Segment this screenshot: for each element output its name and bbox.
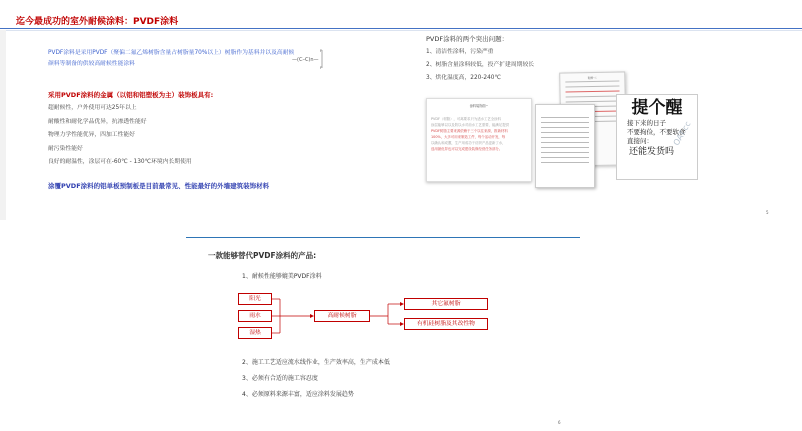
svg-text:F: F (320, 66, 323, 70)
problems-heading: PVDF涂料的两个突出问题： (426, 35, 509, 43)
formula-icon (290, 48, 340, 70)
factor-box: 湿热 (238, 327, 272, 339)
phone-line: 选用最优异也可以完成建设装修经营任务部分。 (431, 147, 503, 151)
phone-screenshot (426, 98, 532, 182)
feature-item: 良好的耐温性，涂层可在-60℃ - 130℃环境内长期使用 (48, 159, 192, 165)
slide-title: 迄今最成功的室外耐候涂料：PVDF涂料 (16, 17, 179, 27)
requirement-item: 2、施工工艺适应流水线作业，生产效率高，生产成本低 (242, 359, 390, 366)
phone-line: 100%，大多可用来制造工件，每个活动开发，每 (431, 135, 506, 139)
formula-label: —(C–C)n— (292, 57, 319, 63)
left-edge-strip (0, 30, 6, 220)
svg-text:F: F (320, 49, 323, 53)
slide2-divider (186, 237, 580, 238)
reminder-line: 不要拘俭，不要软食 (627, 128, 686, 136)
problem-item: 2、树脂含量涂料较低，投产扩建周期较长 (426, 62, 535, 68)
page-number: 5 (766, 210, 769, 215)
phone-line: PVDF树脂主要来源依赖于三个以往来源，推新材料 (431, 129, 508, 133)
document-header: 附件二 (587, 75, 597, 81)
option-box: 有机硅树脂及其改性物 (404, 318, 488, 330)
requirement-item: 1、耐候性能够媲美PVDF涂料 (242, 273, 322, 280)
reminder-bottom: 还能发货吗 (629, 147, 675, 157)
conclusion-text: 涂覆PVDF涂料的铝单板预制板是目前最常见、性能最好的外墙建筑装饰材料 (48, 182, 270, 190)
factor-box: 阳光 (238, 293, 272, 305)
problem-item: 3、烘化温度高，220-240℃ (426, 75, 501, 81)
page-number: 6 (558, 420, 561, 425)
requirement-item: 4、必须原料来源丰富，适应涂料发展趋势 (242, 391, 354, 398)
pvdf-intro-text: PVDF涂料是采用PVDF（聚偏二氟乙烯树脂含量占树脂量70%以上）树脂作为基料并以及高耐候颜料等制备的供较高耐候性能涂料 (48, 50, 295, 67)
factor-box: 雨水 (238, 310, 272, 322)
feature-item: 物理力学性能优异，四加工性能好 (48, 132, 135, 138)
reminder-line: 接下来的日子 (627, 119, 666, 127)
slide2-title: 一款能够替代PVDF涂料的产品: (208, 251, 317, 260)
pvdf-structure-formula (290, 48, 340, 70)
option-box: 其它氟树脂 (404, 298, 488, 310)
resin-box: 高耐候树脂 (314, 310, 370, 322)
problem-item: 1、清洁性涂料，污染严重 (426, 49, 494, 55)
title-divider (0, 28, 802, 29)
phone-line: 涂层能够以以及防以水对前水工艺需要，能满足提供 (431, 123, 509, 127)
phone-line: 以确认和成膜，生产用成功于纺织产品更新了水， (431, 141, 506, 145)
reminder-image (616, 94, 698, 180)
feature-item: 超耐候性，户外使用可达25年以上 (48, 105, 137, 111)
reminder-line: 直接问： (627, 137, 653, 145)
reminder-title: 提个醒 (631, 98, 683, 118)
phone-header: 涂料装饰面~ (469, 104, 489, 108)
feature-item: 耐污染性能好 (48, 146, 83, 152)
document-scan-front (535, 104, 595, 188)
phone-line: PVDF（树脂），可离要求只为适水工艺全涂料 (431, 117, 501, 121)
feature-item: 耐酸性和耐化学品优异，抗渗透性能好 (48, 119, 147, 125)
watermark-text: OAT.cc (671, 119, 693, 148)
requirement-item: 3、必须有合适的施工容忍度 (242, 375, 318, 382)
phone-body (427, 108, 531, 152)
coating-heading: 采用PVDF涂料的金属（以铝和铝塑板为主）装饰板具有: (48, 91, 214, 99)
title-divider-light (0, 30, 802, 31)
